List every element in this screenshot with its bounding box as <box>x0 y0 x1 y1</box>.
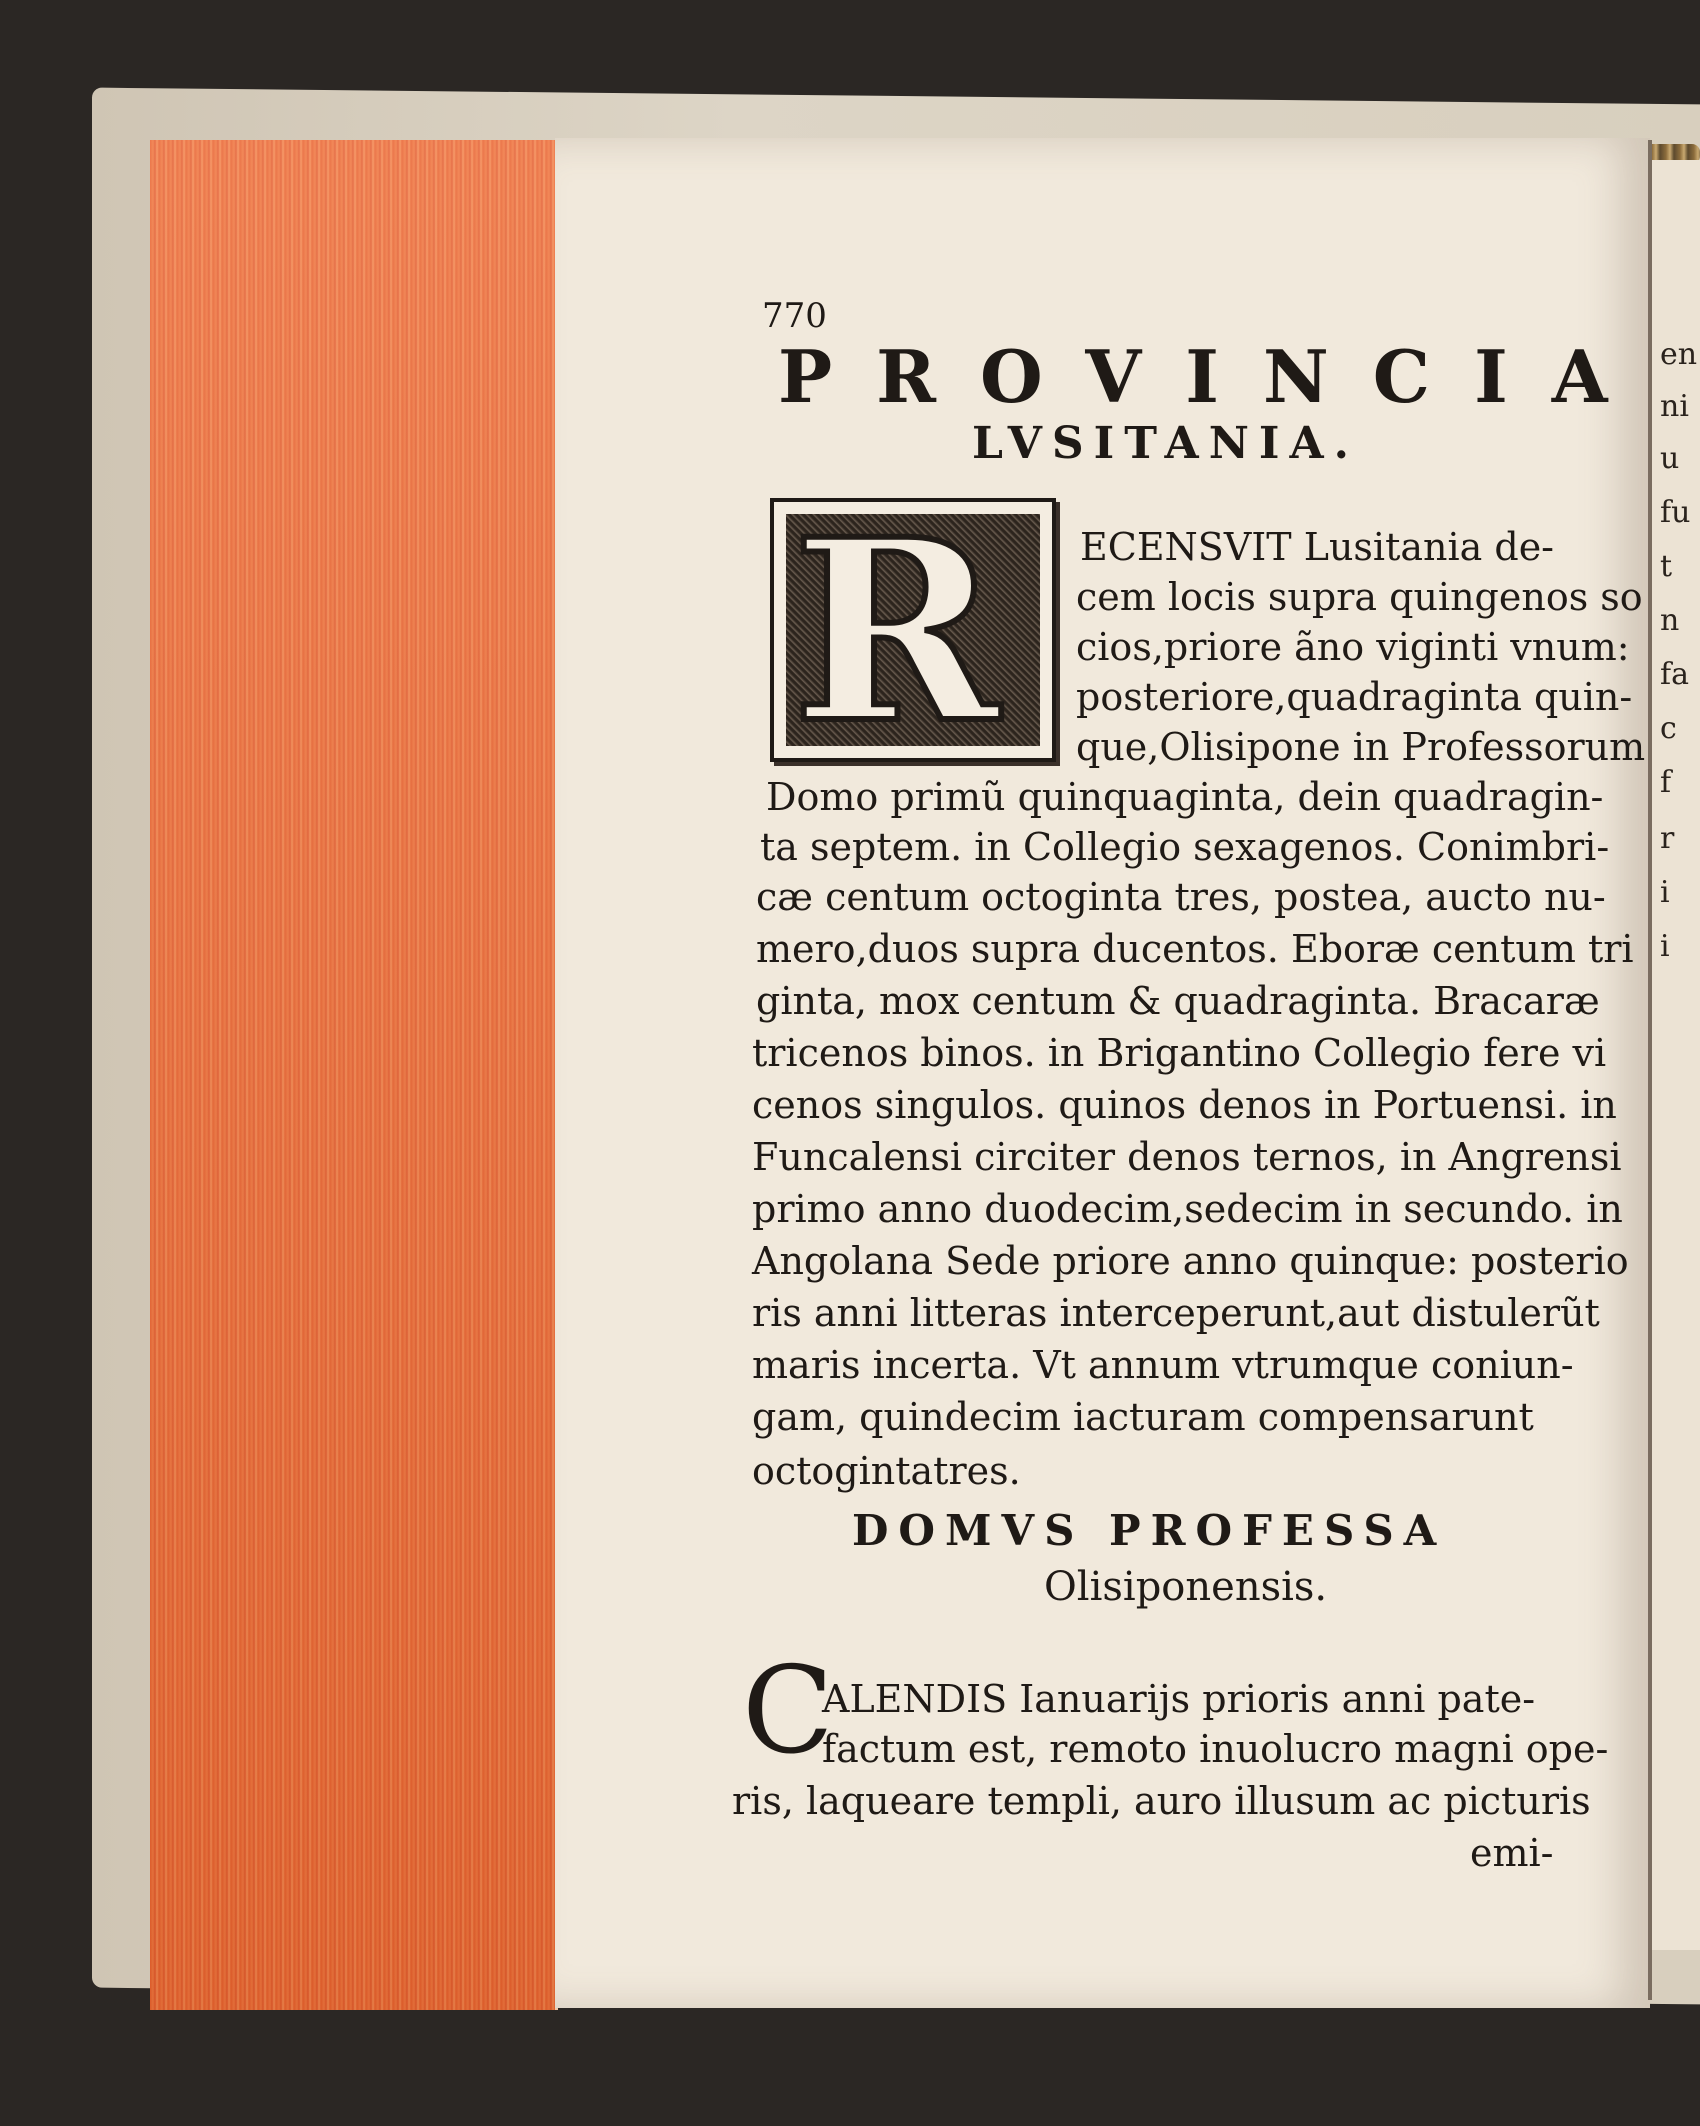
fragment-text: u <box>1660 441 1680 476</box>
text-line: tricenos binos. in Brigantino Collegio fere vi <box>752 1031 1607 1075</box>
fragment-text: en <box>1660 337 1698 372</box>
text-line: primo anno duodecim,sedecim in secundo. in <box>752 1187 1623 1231</box>
text-line: posteriore,quadraginta quin- <box>1076 675 1633 719</box>
section-subheading: Olisiponensis. <box>1044 1564 1328 1610</box>
fragment-text: n <box>1660 603 1680 638</box>
text-line: cem locis supra quingenos so <box>1076 575 1643 619</box>
page-subtitle: LVSITANIA. <box>972 418 1359 469</box>
text-line: ALENDIS Ianuarijs prioris anni pate- <box>822 1677 1536 1721</box>
right-page-fragment <box>1652 160 1700 1950</box>
page-number: 770 <box>762 296 827 336</box>
text-line: Domo primũ quinquaginta, dein quadragin- <box>766 775 1604 819</box>
text-line: Angolana Sede priore anno quinque: posterio <box>752 1239 1629 1283</box>
text-line: gam, quindecim iacturam compensarunt <box>752 1395 1534 1439</box>
text-line: cæ centum octoginta tres, postea, aucto nu- <box>756 875 1606 919</box>
fragment-text: fu <box>1660 495 1691 530</box>
text-line: Funcalensi circiter denos ternos, in Angrensi <box>752 1135 1622 1179</box>
fragment-text: ni <box>1660 389 1689 424</box>
text-line: cios,priore ãno viginti vnum: <box>1076 625 1630 669</box>
fragment-text: c <box>1660 711 1677 746</box>
text-line: mero,duos supra ducentos. Eboræ centum tri <box>756 927 1634 971</box>
fragment-text: f <box>1660 765 1672 800</box>
decorated-initial <box>770 484 1056 778</box>
text-line: maris incerta. Vt annum vtrumque coniun- <box>752 1343 1574 1387</box>
text-line: ginta, mox centum & quadraginta. Bracaræ <box>756 979 1600 1023</box>
fragment-text: fa <box>1660 657 1689 692</box>
text-line: octogintatres. <box>752 1449 1021 1493</box>
text-line: ECENSVIT Lusitania de- <box>1080 525 1555 569</box>
section-heading: DOMVS PROFESSA <box>852 1506 1447 1555</box>
fragment-text: t <box>1660 549 1673 584</box>
text-line: ris, laqueare templi, auro illusum ac picturis <box>732 1779 1591 1823</box>
text-line: factum est, remoto inuolucro magni ope- <box>822 1727 1609 1771</box>
page-title: PROVINCIA <box>778 334 1652 419</box>
text-line: ris anni litteras interceperunt,aut distulerũt <box>752 1291 1600 1335</box>
fragment-text: r <box>1660 821 1675 856</box>
fragment-text: i <box>1660 929 1670 964</box>
fragment-text: i <box>1660 875 1670 910</box>
catchword: emi- <box>1470 1831 1554 1875</box>
initial-letter: R <box>792 484 1000 778</box>
page-edges <box>150 140 558 2010</box>
text-line: que,Olisipone in Professorum <box>1076 725 1646 769</box>
initial-letter: C <box>742 1642 834 1781</box>
text-line: ta septem. in Collegio sexagenos. Conimbri- <box>760 825 1610 869</box>
text-line: cenos singulos. quinos denos in Portuensi. in <box>752 1083 1617 1127</box>
